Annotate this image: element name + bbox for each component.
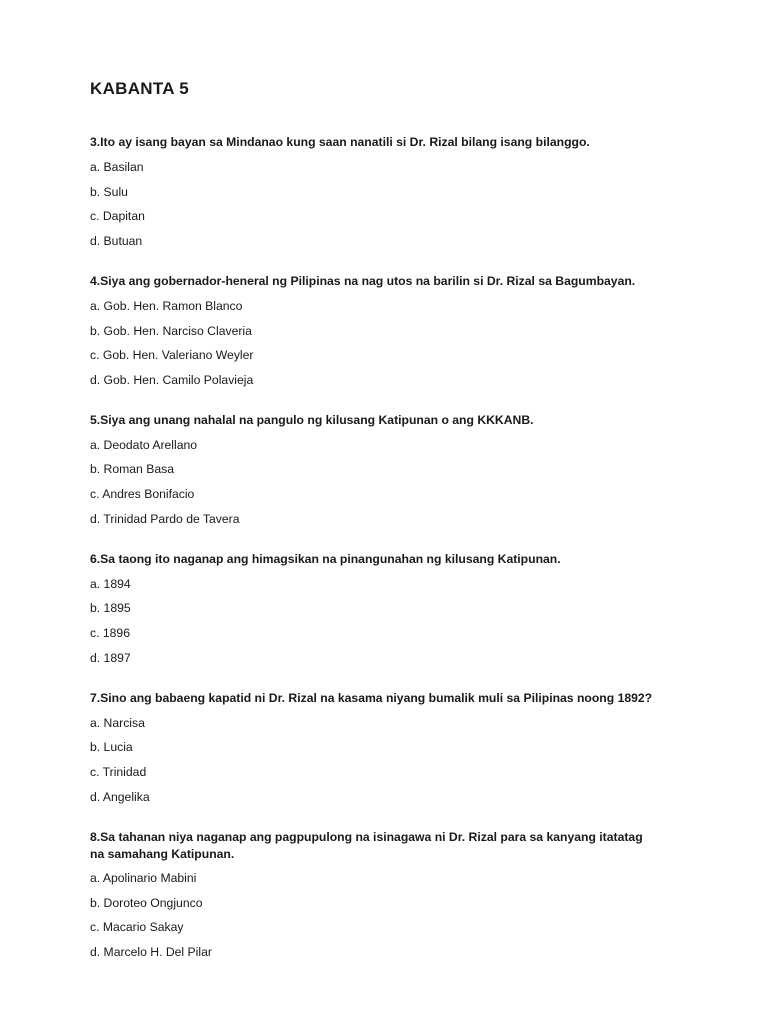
option-b: b. Roman Basa <box>90 462 175 476</box>
option-d: d. Gob. Hen. Camilo Polavieja <box>90 373 254 387</box>
option-c: c. Gob. Hen. Valeriano Weyler <box>90 348 254 362</box>
option-b: b. Gob. Hen. Narciso Claveria <box>90 324 252 338</box>
question-block-4 <box>90 273 690 387</box>
question-block-8 <box>90 829 650 959</box>
question-text: 6.Sa taong ito naganap ang himagsikan na pinangunahan ng kilusang Katipunan. <box>90 552 561 566</box>
question-text: 3.Ito ay isang bayan sa Mindanao kung saan nanatili si Dr. Rizal bilang isang bilanggo. <box>90 135 590 149</box>
option-a: a. Basilan <box>90 160 144 174</box>
option-b: b. Doroteo Ongjunco <box>90 896 203 910</box>
option-c: c. Trinidad <box>90 765 147 779</box>
option-b: b. Lucia <box>90 740 133 754</box>
question-text: 4.Siya ang gobernador-heneral ng Pilipinas na nag utos na barilin si Dr. Rizal sa Bagumbayan. <box>90 274 636 288</box>
question-block-5 <box>90 412 690 526</box>
question-block-7 <box>90 690 690 804</box>
question-text: 7.Sino ang babaeng kapatid ni Dr. Rizal na kasama niyang bumalik muli sa Pilipinas noong 1892? <box>90 691 653 705</box>
option-c: c. 1896 <box>90 626 130 640</box>
chapter-title: KABANTA 5 <box>90 79 190 98</box>
question-block-6 <box>90 551 690 665</box>
option-c: c. Macario Sakay <box>90 920 184 934</box>
option-d: d. 1897 <box>90 651 131 665</box>
option-a: a. Apolinario Mabini <box>90 871 197 885</box>
option-a: a. Gob. Hen. Ramon Blanco <box>90 299 243 313</box>
option-a: a. Narcisa <box>90 716 145 730</box>
option-a: a. Deodato Arellano <box>90 438 198 452</box>
option-d: d. Butuan <box>90 234 143 248</box>
option-b: b. 1895 <box>90 601 131 615</box>
option-a: a. 1894 <box>90 577 131 591</box>
option-d: d. Marcelo H. Del Pilar <box>90 945 212 959</box>
option-d: d. Angelika <box>90 790 150 804</box>
option-c: c. Dapitan <box>90 209 145 223</box>
question-text: 5.Siya ang unang nahalal na pangulo ng kilusang Katipunan o ang KKKANB. <box>90 413 534 427</box>
question-block-3 <box>90 134 690 248</box>
question-text: 8.Sa tahanan niya naganap ang pagpupulong na isinagawa ni Dr. Rizal para sa kanyang itatatag na samahang Katipunan. <box>90 830 643 861</box>
option-d: d. Trinidad Pardo de Tavera <box>90 512 240 526</box>
option-b: b. Sulu <box>90 185 128 199</box>
option-c: c. Andres Bonifacio <box>90 487 195 501</box>
